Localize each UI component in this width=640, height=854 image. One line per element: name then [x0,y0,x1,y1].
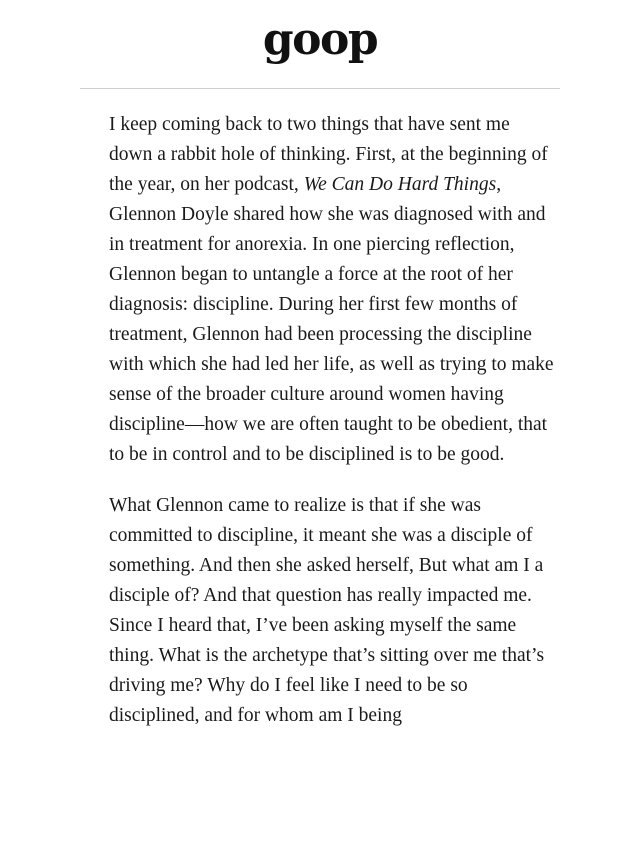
article-paragraph-1 [109,110,554,470]
podcast-title: We Can Do Hard Things [303,174,497,195]
paragraph-1-text-end: , Glennon Doyle shared how she was diagnosed with and in treatment for anorexia. In one piercing reflection, Glennon began to untangle a force at the root of her diagnosis: discipline. During her first few months of treatment, Glennon had been processing the discipline with which she had led her life, as well as trying to make sense of the broader culture around women having discipline—how we are often taught to be obedient, that to be in control and to be disciplined is to be good. [109,174,554,465]
site-header [0,0,640,88]
header-divider [80,88,560,89]
paragraph-1-text-start: I keep coming back to two things that have sent me down a rabbit hole of thinking. First, at the beginning of the year, on her podcast, [109,114,548,195]
article-paragraph-2: What Glennon came to realize is that if she was committed to discipline, it meant she was a disciple of something. And then she asked herself, But what am I a disciple of? And that question has really impacted me. Since I heard that, I’ve been asking myself the same thing. What is the archetype that’s sitting over me that’s driving me? Why do I feel like I need to be so disciplined, and for whom am I being [109,495,545,726]
article-body [109,110,554,731]
goop-logo[interactable]: goop [262,14,378,65]
